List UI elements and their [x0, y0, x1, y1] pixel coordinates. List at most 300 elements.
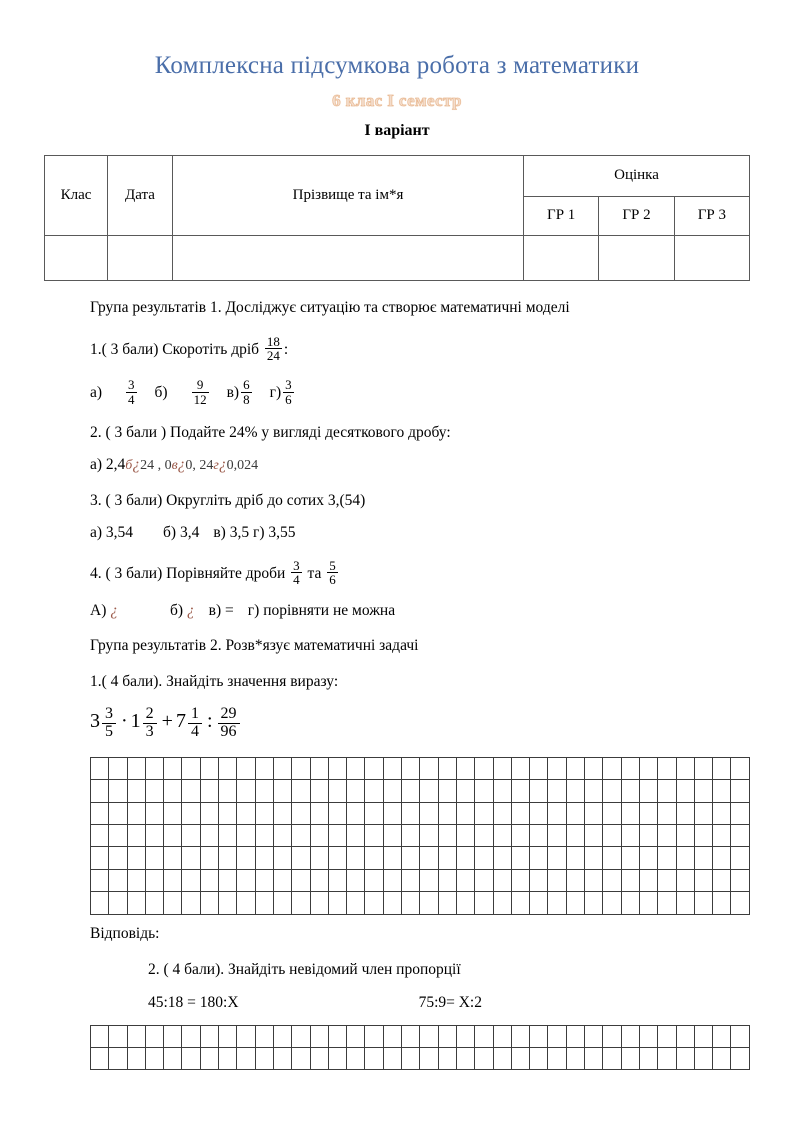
grid-cell[interactable] — [438, 892, 456, 914]
cell-klas[interactable] — [45, 235, 108, 280]
question-3-option-a-label[interactable]: а) — [90, 523, 103, 541]
grid-cell[interactable] — [731, 1025, 750, 1047]
grid-cell[interactable] — [255, 757, 273, 779]
grid-cell[interactable] — [292, 824, 310, 846]
grid-cell[interactable] — [273, 1025, 291, 1047]
grid-cell[interactable] — [200, 757, 218, 779]
grid-cell[interactable] — [365, 1025, 383, 1047]
grid-cell[interactable] — [164, 1025, 182, 1047]
grid-cell[interactable] — [402, 892, 420, 914]
grid-cell[interactable] — [475, 824, 493, 846]
grid-cell[interactable] — [383, 1047, 401, 1069]
grid-cell[interactable] — [347, 780, 365, 802]
grid-cell[interactable] — [420, 847, 438, 869]
grid-cell[interactable] — [548, 869, 566, 891]
grid-cell[interactable] — [127, 1025, 145, 1047]
grid-cell[interactable] — [694, 802, 712, 824]
grid-cell[interactable] — [182, 892, 200, 914]
question-1-option-a-label[interactable]: а) — [90, 383, 103, 401]
grid-cell[interactable] — [310, 847, 328, 869]
grid-cell[interactable] — [731, 757, 750, 779]
question-4-option-d-label[interactable]: г) — [247, 602, 260, 620]
grid-cell[interactable] — [310, 869, 328, 891]
grid-cell[interactable] — [145, 869, 163, 891]
grid-cell[interactable] — [328, 1047, 346, 1069]
grid-cell[interactable] — [694, 780, 712, 802]
grid-cell[interactable] — [91, 757, 109, 779]
grid-cell[interactable] — [164, 824, 182, 846]
grid-cell[interactable] — [328, 757, 346, 779]
grid-cell[interactable] — [109, 847, 127, 869]
grid-cell[interactable] — [145, 1047, 163, 1069]
grid-cell[interactable] — [694, 1025, 712, 1047]
grid-cell[interactable] — [200, 802, 218, 824]
grid-cell[interactable] — [566, 824, 584, 846]
grid-cell[interactable] — [237, 802, 255, 824]
question-1-option-d-label[interactable]: г) — [269, 383, 282, 401]
grid-cell[interactable] — [438, 780, 456, 802]
grid-cell[interactable] — [713, 824, 731, 846]
grid-cell[interactable] — [585, 1025, 603, 1047]
grid-cell[interactable] — [585, 847, 603, 869]
grid-cell[interactable] — [200, 780, 218, 802]
grid-cell[interactable] — [145, 757, 163, 779]
grid-cell[interactable] — [402, 1047, 420, 1069]
grid-cell[interactable] — [566, 1025, 584, 1047]
grid-cell[interactable] — [694, 869, 712, 891]
grid-cell[interactable] — [456, 824, 474, 846]
grid-cell[interactable] — [548, 780, 566, 802]
grid-cell[interactable] — [255, 824, 273, 846]
grid-cell[interactable] — [310, 1047, 328, 1069]
grid-cell[interactable] — [310, 780, 328, 802]
question-3-option-d-label[interactable]: г) — [252, 523, 265, 541]
grid-cell[interactable] — [91, 892, 109, 914]
grid-cell[interactable] — [91, 869, 109, 891]
grid-cell[interactable] — [109, 1047, 127, 1069]
grid-cell[interactable] — [713, 869, 731, 891]
grid-cell[interactable] — [566, 869, 584, 891]
grid-cell[interactable] — [438, 802, 456, 824]
grid-cell[interactable] — [493, 757, 511, 779]
grid-cell[interactable] — [456, 892, 474, 914]
grid-cell[interactable] — [731, 824, 750, 846]
grid-cell[interactable] — [438, 1047, 456, 1069]
grid-cell[interactable] — [658, 847, 676, 869]
grid-cell[interactable] — [456, 780, 474, 802]
grid-cell[interactable] — [237, 1047, 255, 1069]
grid-cell[interactable] — [676, 1047, 694, 1069]
grid-cell[interactable] — [420, 1047, 438, 1069]
grid-cell[interactable] — [658, 780, 676, 802]
grid-cell[interactable] — [255, 1047, 273, 1069]
grid-cell[interactable] — [109, 1025, 127, 1047]
grid-cell[interactable] — [713, 847, 731, 869]
grid-cell[interactable] — [603, 824, 621, 846]
grid-cell[interactable] — [493, 892, 511, 914]
question-3-option-b-label[interactable]: б) — [163, 523, 177, 541]
grid-cell[interactable] — [420, 1025, 438, 1047]
grid-cell[interactable] — [731, 1047, 750, 1069]
grid-cell[interactable] — [328, 802, 346, 824]
grid-cell[interactable] — [164, 1047, 182, 1069]
grid-cell[interactable] — [328, 892, 346, 914]
grid-cell[interactable] — [365, 1047, 383, 1069]
grid-cell[interactable] — [511, 869, 529, 891]
grid-cell[interactable] — [182, 869, 200, 891]
grid-cell[interactable] — [639, 1047, 657, 1069]
question-3-option-c-label[interactable]: в) — [213, 523, 226, 541]
grid-cell[interactable] — [383, 802, 401, 824]
grid-cell[interactable] — [530, 1047, 548, 1069]
grid-cell[interactable] — [164, 892, 182, 914]
grid-cell[interactable] — [164, 869, 182, 891]
grid-cell[interactable] — [694, 824, 712, 846]
grid-cell[interactable] — [585, 780, 603, 802]
grid-cell[interactable] — [200, 869, 218, 891]
grid-cell[interactable] — [621, 869, 639, 891]
grid-cell[interactable] — [292, 1047, 310, 1069]
grid-cell[interactable] — [676, 1025, 694, 1047]
grid-cell[interactable] — [493, 869, 511, 891]
grid-cell[interactable] — [237, 780, 255, 802]
grid-cell[interactable] — [402, 824, 420, 846]
grid-cell[interactable] — [731, 802, 750, 824]
grid-cell[interactable] — [200, 1025, 218, 1047]
grid-cell[interactable] — [585, 1047, 603, 1069]
grid-cell[interactable] — [182, 757, 200, 779]
grid-cell[interactable] — [200, 892, 218, 914]
grid-cell[interactable] — [548, 847, 566, 869]
grid-cell[interactable] — [273, 802, 291, 824]
grid-cell[interactable] — [420, 892, 438, 914]
grid-cell[interactable] — [530, 1025, 548, 1047]
grid-cell[interactable] — [548, 824, 566, 846]
grid-cell[interactable] — [383, 892, 401, 914]
grid-cell[interactable] — [145, 824, 163, 846]
grid-cell[interactable] — [621, 824, 639, 846]
grid-cell[interactable] — [402, 757, 420, 779]
grid-cell[interactable] — [566, 802, 584, 824]
grid-cell[interactable] — [145, 802, 163, 824]
question-4-option-a-label[interactable]: А) — [90, 602, 107, 620]
grid-cell[interactable] — [273, 1047, 291, 1069]
grid-cell[interactable] — [328, 824, 346, 846]
grid-cell[interactable] — [219, 1047, 237, 1069]
grid-cell[interactable] — [127, 847, 145, 869]
grid-cell[interactable] — [456, 1025, 474, 1047]
grid-cell[interactable] — [676, 892, 694, 914]
grid-cell[interactable] — [383, 869, 401, 891]
grid-cell[interactable] — [420, 780, 438, 802]
grid-cell[interactable] — [493, 847, 511, 869]
grid-cell[interactable] — [127, 780, 145, 802]
grid-cell[interactable] — [109, 802, 127, 824]
grid-cell[interactable] — [182, 802, 200, 824]
grid-cell[interactable] — [109, 824, 127, 846]
grid-cell[interactable] — [365, 757, 383, 779]
grid-cell[interactable] — [731, 892, 750, 914]
grid-cell[interactable] — [548, 757, 566, 779]
grid-cell[interactable] — [402, 869, 420, 891]
grid-cell[interactable] — [273, 869, 291, 891]
grid-cell[interactable] — [511, 1047, 529, 1069]
grid-cell[interactable] — [328, 780, 346, 802]
grid-cell[interactable] — [237, 824, 255, 846]
grid-cell[interactable] — [200, 1047, 218, 1069]
grid-cell[interactable] — [676, 824, 694, 846]
task-1-answer-grid[interactable] — [90, 757, 750, 915]
grid-cell[interactable] — [273, 780, 291, 802]
grid-cell[interactable] — [219, 847, 237, 869]
grid-cell[interactable] — [511, 892, 529, 914]
grid-cell[interactable] — [658, 1047, 676, 1069]
grid-cell[interactable] — [475, 892, 493, 914]
grid-cell[interactable] — [145, 892, 163, 914]
grid-cell[interactable] — [621, 780, 639, 802]
grid-cell[interactable] — [109, 780, 127, 802]
grid-cell[interactable] — [603, 1047, 621, 1069]
question-2-option-d-marker[interactable]: г — [213, 458, 219, 474]
grid-cell[interactable] — [273, 847, 291, 869]
grid-cell[interactable] — [438, 824, 456, 846]
grid-cell[interactable] — [530, 892, 548, 914]
grid-cell[interactable] — [310, 802, 328, 824]
grid-cell[interactable] — [530, 869, 548, 891]
grid-cell[interactable] — [713, 802, 731, 824]
grid-cell[interactable] — [566, 780, 584, 802]
grid-cell[interactable] — [603, 802, 621, 824]
grid-cell[interactable] — [475, 757, 493, 779]
grid-cell[interactable] — [365, 802, 383, 824]
grid-cell[interactable] — [658, 1025, 676, 1047]
grid-cell[interactable] — [713, 780, 731, 802]
grid-cell[interactable] — [182, 780, 200, 802]
grid-cell[interactable] — [127, 802, 145, 824]
grid-cell[interactable] — [237, 757, 255, 779]
grid-cell[interactable] — [237, 892, 255, 914]
grid-cell[interactable] — [365, 824, 383, 846]
grid-cell[interactable] — [566, 757, 584, 779]
grid-cell[interactable] — [255, 802, 273, 824]
grid-cell[interactable] — [621, 802, 639, 824]
grid-cell[interactable] — [219, 892, 237, 914]
question-4-option-c-label[interactable]: в) — [208, 602, 222, 620]
grid-cell[interactable] — [456, 869, 474, 891]
grid-cell[interactable] — [328, 1025, 346, 1047]
grid-cell[interactable] — [731, 847, 750, 869]
grid-cell[interactable] — [676, 780, 694, 802]
grid-cell[interactable] — [731, 869, 750, 891]
grid-cell[interactable] — [109, 757, 127, 779]
grid-cell[interactable] — [91, 802, 109, 824]
grid-cell[interactable] — [200, 824, 218, 846]
grid-cell[interactable] — [566, 1047, 584, 1069]
grid-cell[interactable] — [237, 869, 255, 891]
grid-cell[interactable] — [676, 847, 694, 869]
grid-cell[interactable] — [292, 780, 310, 802]
grid-cell[interactable] — [109, 892, 127, 914]
grid-cell[interactable] — [402, 802, 420, 824]
grid-cell[interactable] — [713, 757, 731, 779]
grid-cell[interactable] — [292, 802, 310, 824]
grid-cell[interactable] — [621, 892, 639, 914]
grid-cell[interactable] — [164, 780, 182, 802]
grid-cell[interactable] — [109, 869, 127, 891]
grid-cell[interactable] — [585, 892, 603, 914]
grid-cell[interactable] — [621, 757, 639, 779]
grid-cell[interactable] — [493, 802, 511, 824]
grid-cell[interactable] — [219, 780, 237, 802]
grid-cell[interactable] — [548, 802, 566, 824]
grid-cell[interactable] — [438, 757, 456, 779]
grid-cell[interactable] — [420, 869, 438, 891]
question-4-option-b-label[interactable]: б) — [169, 602, 184, 620]
grid-cell[interactable] — [182, 847, 200, 869]
grid-cell[interactable] — [530, 847, 548, 869]
grid-cell[interactable] — [603, 1025, 621, 1047]
grid-cell[interactable] — [383, 824, 401, 846]
grid-cell[interactable] — [603, 757, 621, 779]
grid-cell[interactable] — [603, 869, 621, 891]
grid-cell[interactable] — [310, 757, 328, 779]
grid-cell[interactable] — [456, 802, 474, 824]
question-2-option-b-marker[interactable]: б — [125, 458, 133, 474]
grid-cell[interactable] — [511, 847, 529, 869]
grid-cell[interactable] — [273, 892, 291, 914]
grid-cell[interactable] — [456, 847, 474, 869]
grid-cell[interactable] — [493, 1025, 511, 1047]
grid-cell[interactable] — [347, 892, 365, 914]
grid-cell[interactable] — [420, 802, 438, 824]
grid-cell[interactable] — [694, 847, 712, 869]
grid-cell[interactable] — [91, 1047, 109, 1069]
grid-cell[interactable] — [658, 802, 676, 824]
grid-cell[interactable] — [182, 1047, 200, 1069]
grid-cell[interactable] — [475, 847, 493, 869]
cell-gr1[interactable] — [524, 235, 599, 280]
grid-cell[interactable] — [658, 824, 676, 846]
grid-cell[interactable] — [621, 1047, 639, 1069]
grid-cell[interactable] — [585, 802, 603, 824]
grid-cell[interactable] — [713, 1025, 731, 1047]
cell-gr3[interactable] — [674, 235, 749, 280]
grid-cell[interactable] — [182, 824, 200, 846]
grid-cell[interactable] — [310, 824, 328, 846]
grid-cell[interactable] — [511, 1025, 529, 1047]
grid-cell[interactable] — [676, 802, 694, 824]
grid-cell[interactable] — [273, 757, 291, 779]
grid-cell[interactable] — [347, 1025, 365, 1047]
grid-cell[interactable] — [219, 1025, 237, 1047]
grid-cell[interactable] — [493, 824, 511, 846]
grid-cell[interactable] — [219, 824, 237, 846]
grid-cell[interactable] — [585, 869, 603, 891]
grid-cell[interactable] — [530, 802, 548, 824]
grid-cell[interactable] — [639, 802, 657, 824]
grid-cell[interactable] — [475, 869, 493, 891]
grid-cell[interactable] — [475, 802, 493, 824]
grid-cell[interactable] — [164, 757, 182, 779]
grid-cell[interactable] — [365, 780, 383, 802]
grid-cell[interactable] — [731, 780, 750, 802]
grid-cell[interactable] — [328, 847, 346, 869]
grid-cell[interactable] — [182, 1025, 200, 1047]
grid-cell[interactable] — [383, 757, 401, 779]
cell-name[interactable] — [173, 235, 524, 280]
grid-cell[interactable] — [164, 802, 182, 824]
grid-cell[interactable] — [676, 869, 694, 891]
grid-cell[interactable] — [402, 1025, 420, 1047]
grid-cell[interactable] — [639, 892, 657, 914]
grid-cell[interactable] — [164, 847, 182, 869]
grid-cell[interactable] — [255, 1025, 273, 1047]
grid-cell[interactable] — [273, 824, 291, 846]
grid-cell[interactable] — [347, 847, 365, 869]
grid-cell[interactable] — [255, 780, 273, 802]
grid-cell[interactable] — [603, 892, 621, 914]
question-2-option-c-marker[interactable]: в — [171, 458, 178, 474]
grid-cell[interactable] — [621, 847, 639, 869]
grid-cell[interactable] — [292, 892, 310, 914]
grid-cell[interactable] — [566, 847, 584, 869]
grid-cell[interactable] — [127, 869, 145, 891]
grid-cell[interactable] — [493, 780, 511, 802]
grid-cell[interactable] — [530, 780, 548, 802]
question-1-option-c-label[interactable]: в) — [226, 383, 240, 401]
grid-cell[interactable] — [347, 757, 365, 779]
grid-cell[interactable] — [530, 757, 548, 779]
grid-cell[interactable] — [493, 1047, 511, 1069]
grid-cell[interactable] — [658, 757, 676, 779]
grid-cell[interactable] — [310, 892, 328, 914]
grid-cell[interactable] — [365, 892, 383, 914]
grid-cell[interactable] — [713, 1047, 731, 1069]
grid-cell[interactable] — [676, 757, 694, 779]
grid-cell[interactable] — [219, 757, 237, 779]
grid-cell[interactable] — [511, 802, 529, 824]
grid-cell[interactable] — [694, 892, 712, 914]
grid-cell[interactable] — [420, 824, 438, 846]
grid-cell[interactable] — [127, 1047, 145, 1069]
grid-cell[interactable] — [438, 869, 456, 891]
grid-cell[interactable] — [475, 1047, 493, 1069]
grid-cell[interactable] — [365, 869, 383, 891]
grid-cell[interactable] — [255, 869, 273, 891]
grid-cell[interactable] — [255, 892, 273, 914]
grid-cell[interactable] — [438, 1025, 456, 1047]
grid-cell[interactable] — [219, 802, 237, 824]
grid-cell[interactable] — [145, 847, 163, 869]
grid-cell[interactable] — [511, 757, 529, 779]
grid-cell[interactable] — [365, 847, 383, 869]
grid-cell[interactable] — [639, 780, 657, 802]
grid-cell[interactable] — [383, 1025, 401, 1047]
grid-cell[interactable] — [548, 1047, 566, 1069]
grid-cell[interactable] — [402, 847, 420, 869]
task-2-answer-grid[interactable] — [90, 1025, 750, 1071]
grid-cell[interactable] — [91, 824, 109, 846]
grid-cell[interactable] — [383, 780, 401, 802]
grid-cell[interactable] — [603, 847, 621, 869]
grid-cell[interactable] — [127, 824, 145, 846]
grid-cell[interactable] — [658, 892, 676, 914]
grid-cell[interactable] — [438, 847, 456, 869]
grid-cell[interactable] — [200, 847, 218, 869]
grid-cell[interactable] — [383, 847, 401, 869]
grid-cell[interactable] — [127, 892, 145, 914]
grid-cell[interactable] — [639, 847, 657, 869]
